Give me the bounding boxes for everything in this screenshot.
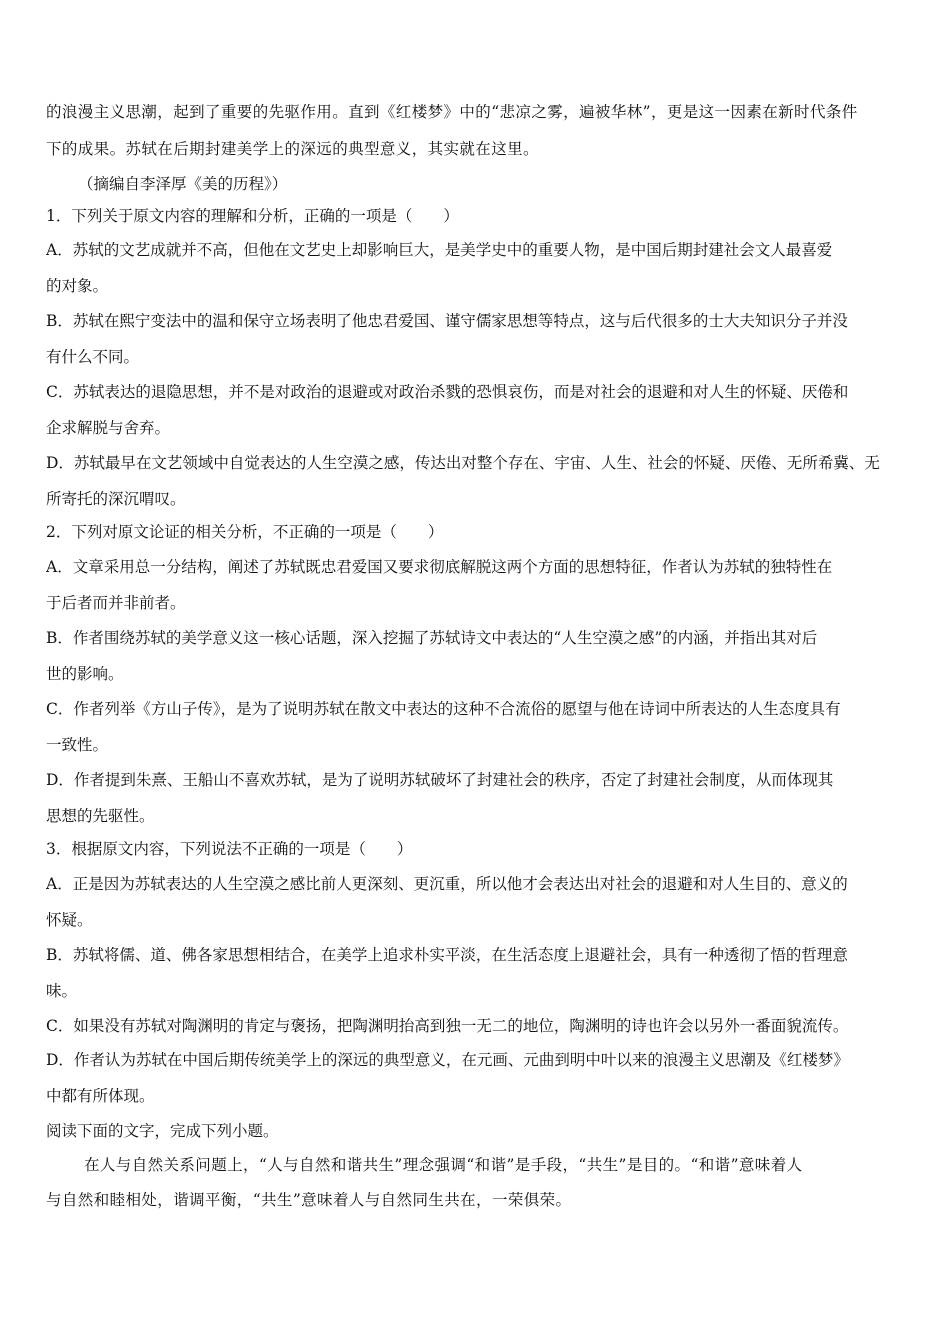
option-line: D．作者认为苏轼在中国后期传统美学上的深远的典型意义，在元画、元曲到明中叶以来的浪漫主义思潮及《红楼梦》 (46, 1051, 849, 1069)
question-stem: 2．下列对原文论证的相关分析，不正确的一项是（ ） (46, 523, 444, 541)
option-line: 一致性。 (46, 736, 109, 754)
option-line: B．作者围绕苏轼的美学意义这一核心话题，深入挖掘了苏轼诗文中表达的“人生空漠之感”的内涵，并指出其对后 (46, 629, 818, 647)
option-line: D．作者提到朱熹、王船山不喜欢苏轼，是为了说明苏轼破坏了封建社会的秩序，否定了封建社会制度，从而体现其 (46, 771, 834, 789)
option-line: 企求解脱与舍弃。 (46, 419, 171, 437)
option-line: C．苏轼表达的退隐思想，并不是对政治的退避或对政治杀戮的恐惧哀伤，而是对社会的退避和对人生的怀疑、厌倦和 (46, 383, 849, 401)
option-line: C．作者列举《方山子传》，是为了说明苏轼在散文中表达的这种不合流俗的愿望与他在诗词中所表达的人生态度具有 (46, 700, 841, 718)
question-stem: 1．下列关于原文内容的理解和分析，正确的一项是（ ） (46, 207, 459, 225)
option-line: 于后者而并非前者。 (46, 594, 186, 612)
question-stem: 3．根据原文内容，下列说法不正确的一项是（ ） (46, 840, 413, 858)
option-line: 有什么不同。 (46, 348, 140, 366)
option-line: B．苏轼将儒、道、佛各家思想相结合，在美学上追求朴实平淡，在生活态度上退避社会，具有一种透彻了悟的哲理意 (46, 946, 848, 964)
option-line: D．苏轼最早在文艺领域中自觉表达的人生空漠之感，传达出对整个存在、宇宙、人生、社会的怀疑、厌倦、无所希冀、无 (46, 454, 880, 472)
option-line: 所寄托的深沉喟叹。 (46, 490, 186, 508)
passage-line: 在人与自然关系问题上，“人与自然和谐共生”理念强调“和谐”是手段，“共生”是目的。“和谐”意味着人 (84, 1156, 803, 1174)
source-citation: （摘编自李泽厚《美的历程》） (78, 175, 288, 193)
option-line: 的对象。 (46, 277, 109, 295)
option-line: 怀疑。 (46, 911, 93, 929)
option-line: C．如果没有苏轼对陶渊明的肯定与褒扬，把陶渊明抬高到独一无二的地位，陶渊明的诗也许会以另外一番面貌流传。 (46, 1017, 849, 1035)
option-line: A．苏轼的文艺成就并不高，但他在文艺史上却影响巨大，是美学史中的重要人物，是中国后期封建社会文人最喜爱 (46, 241, 833, 259)
option-line: 中都有所体现。 (46, 1087, 155, 1105)
option-line: B．苏轼在熙宁变法中的温和保守立场表明了他忠君爱国、谨守儒家思想等特点，这与后代很多的士大夫知识分子并没 (46, 312, 848, 330)
passage-line: 的浪漫主义思潮，起到了重要的先驱作用。直到《红楼梦》中的“悲凉之雾，遍被华林”，更是这一因素在新时代条件 (46, 103, 858, 121)
passage-line: 与自然和睦相处，谐调平衡，“共生”意味着人与自然同生共在，一荣俱荣。 (46, 1191, 572, 1209)
passage-line: 下的成果。苏轼在后期封建美学上的深远的典型意义，其实就在这里。 (46, 140, 539, 158)
option-line: 味。 (46, 982, 78, 1000)
option-line: 思想的先驱性。 (46, 807, 155, 825)
option-line: A．文章采用总一分结构，阐述了苏轼既忠君爱国又要求彻底解脱这两个方面的思想特征，作者认为苏轼的独特性在 (46, 558, 833, 576)
reading-instruction: 阅读下面的文字，完成下列小题。 (46, 1122, 279, 1140)
option-line: A．正是因为苏轼表达的人生空漠之感比前人更深刻、更沉重，所以他才会表达出对社会的退避和对人生目的、意义的 (46, 875, 848, 893)
option-line: 世的影响。 (46, 665, 124, 683)
